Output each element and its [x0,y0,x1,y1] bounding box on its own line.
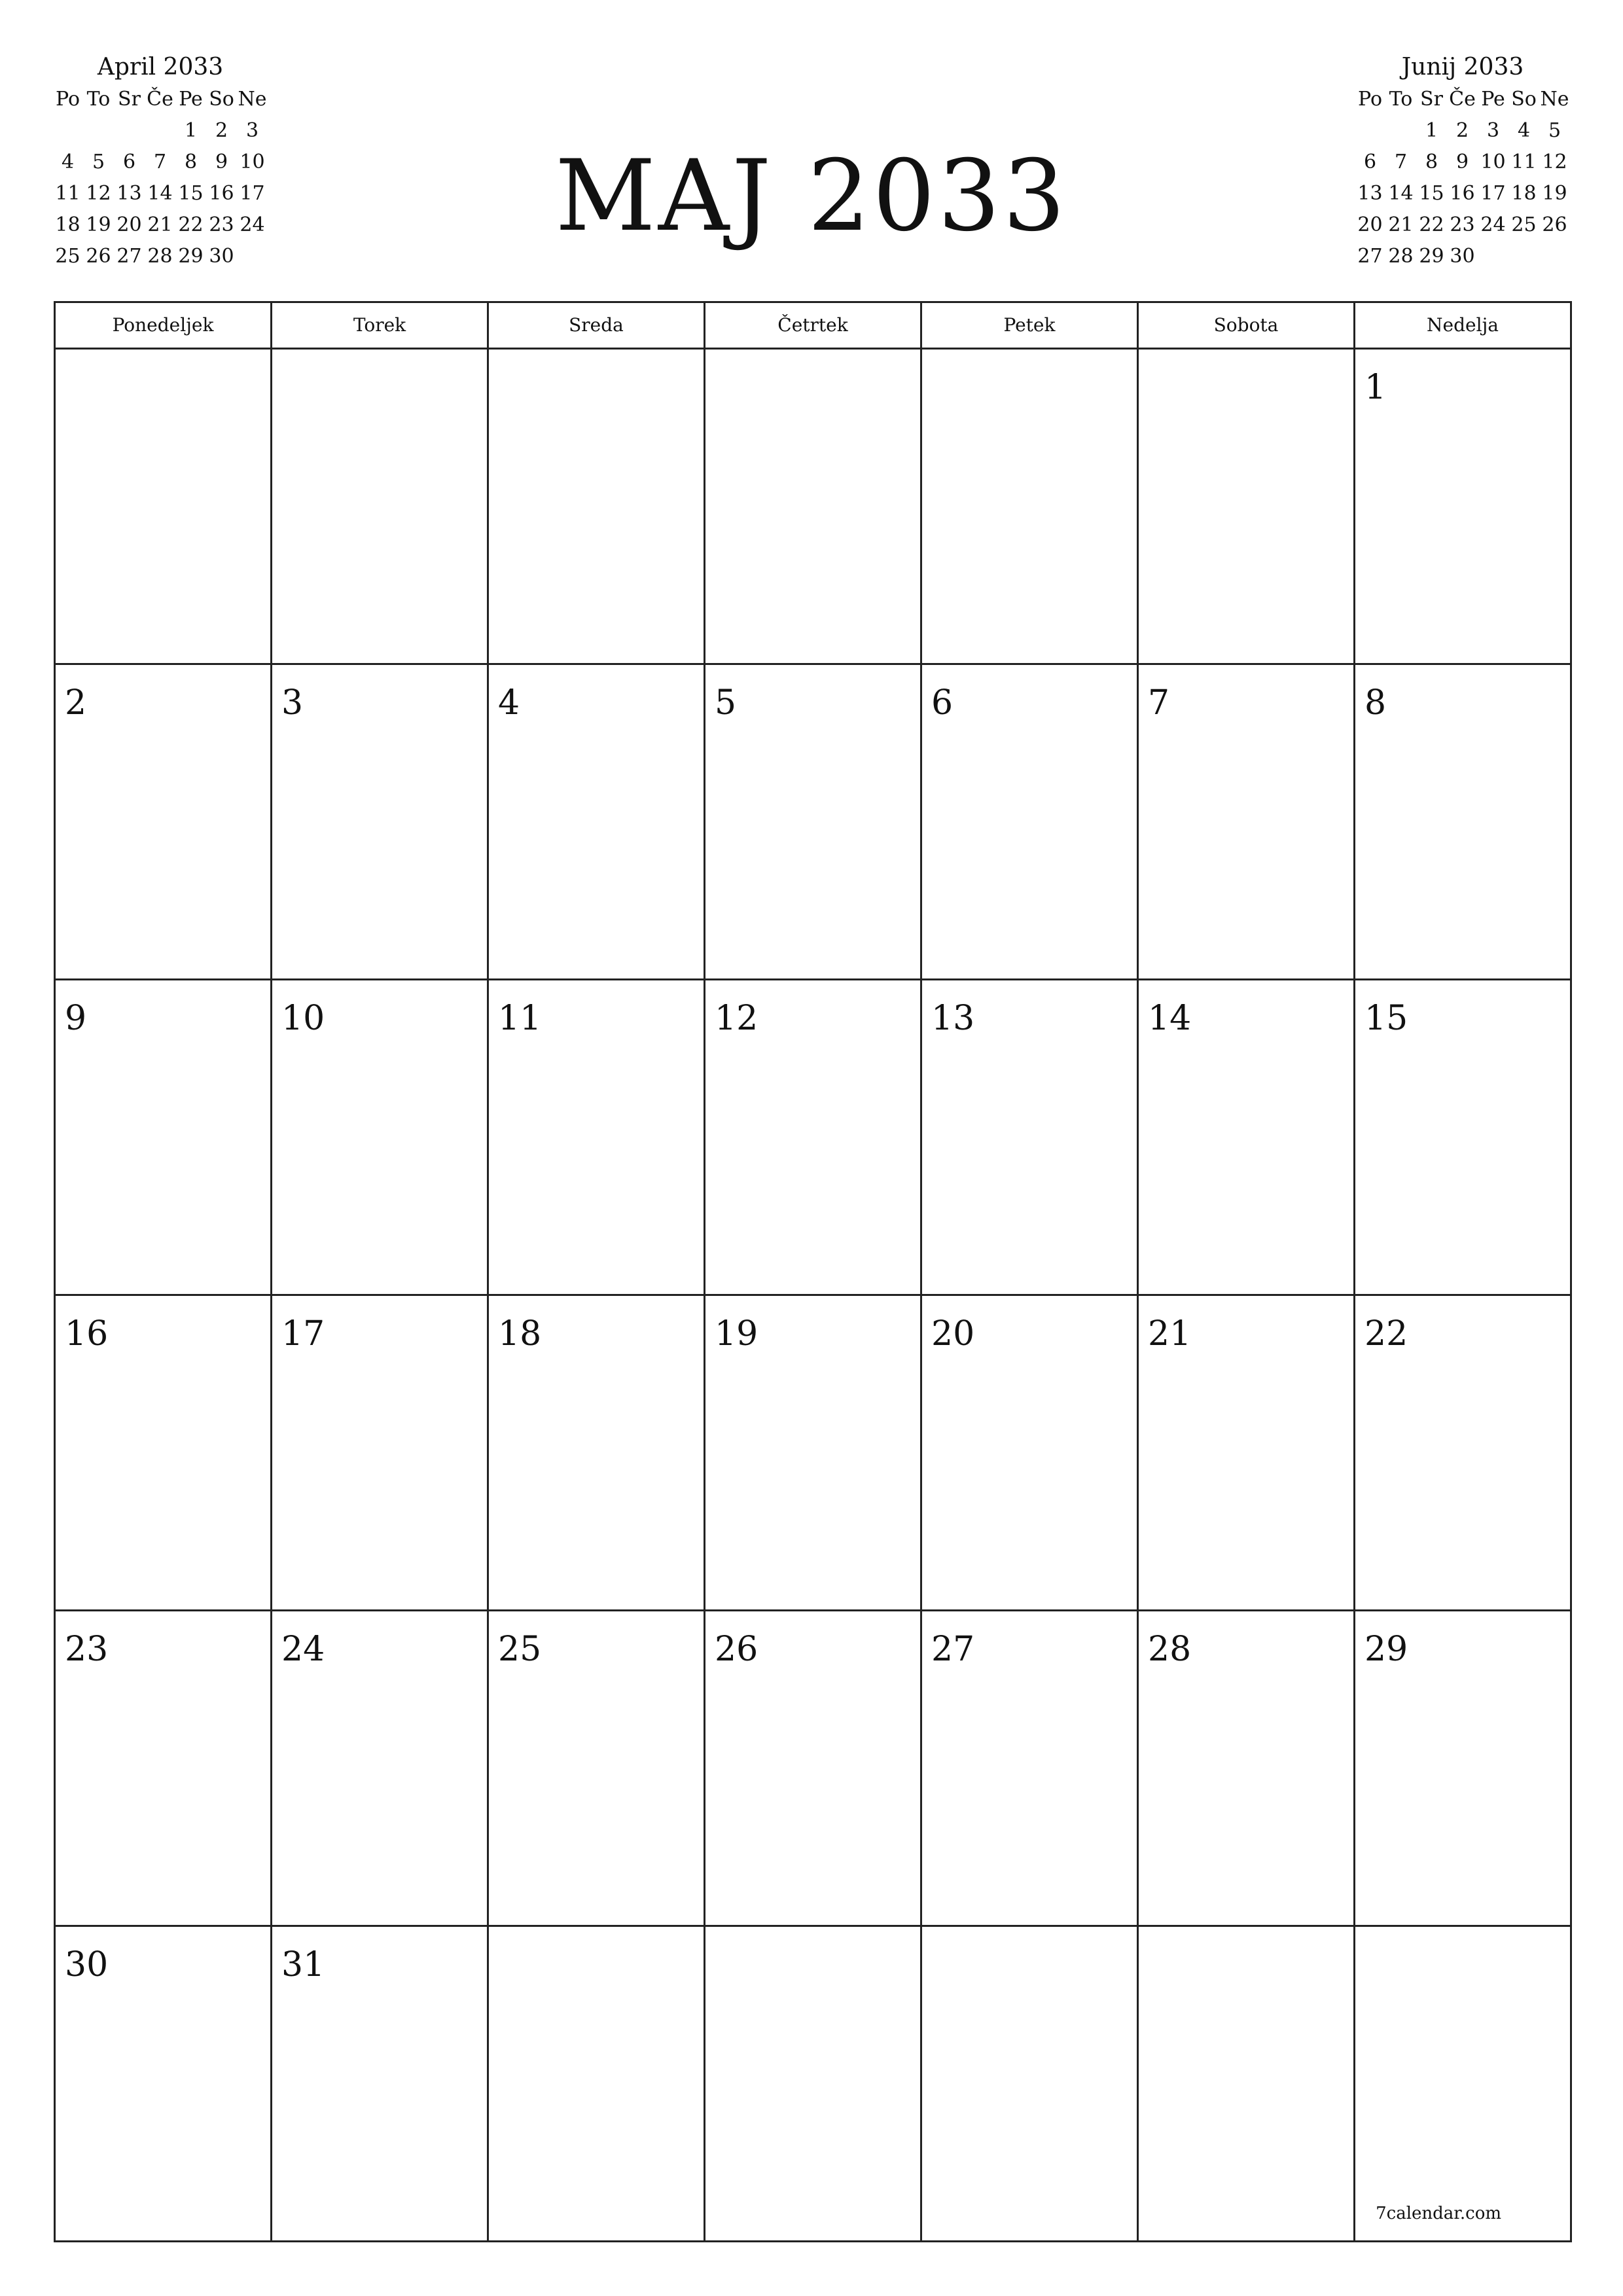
mini-day: 26 [1542,213,1567,236]
day-cell [1139,1611,1355,1927]
day-cell [1355,1927,1572,2242]
day-number: 10 [281,999,325,1038]
mini-weekday-label: Ne [1540,88,1569,111]
watermark: 7calendar.com [1376,2204,1501,2223]
month-grid [54,301,1572,2242]
day-number: 4 [498,683,520,723]
mini-day: 22 [1419,213,1444,236]
mini-day: 24 [240,213,265,236]
day-number: 17 [281,1314,325,1354]
day-cell [1355,980,1572,1296]
mini-empty-day [114,115,145,147]
mini-day: 30 [209,245,234,268]
mini-calendar-title: Junij 2033 [1401,54,1524,81]
day-cell [272,1611,489,1927]
day-cell [272,1927,489,2242]
mini-day: 19 [1542,182,1567,205]
day-number: 5 [715,683,737,723]
day-number: 24 [281,1630,325,1669]
day-number: 1 [1364,368,1387,407]
mini-day: 7 [153,151,167,173]
day-number: 26 [715,1630,758,1669]
mini-day: 11 [1511,151,1537,173]
mini-day: 21 [1388,213,1414,236]
mini-day: 19 [86,213,111,236]
mini-day: 15 [1419,182,1444,205]
day-cell [1139,350,1355,665]
day-number: 18 [498,1314,542,1354]
day-cell [56,1296,272,1611]
day-cell [1355,1611,1572,1927]
mini-day: 23 [1450,213,1475,236]
day-number: 14 [1148,999,1192,1038]
day-number: 13 [931,999,975,1038]
day-number: 25 [498,1630,542,1669]
mini-day: 12 [86,182,111,205]
mini-day: 1 [1425,119,1438,142]
mini-day: 27 [116,245,142,268]
day-cell [489,350,705,665]
mini-day: 18 [55,213,80,236]
mini-day: 29 [178,245,204,268]
weekday-header: Nedelja [1355,303,1572,350]
mini-day: 13 [116,182,142,205]
day-cell [272,980,489,1296]
day-number: 19 [715,1314,758,1354]
day-cell [272,1296,489,1611]
day-cell [489,1296,705,1611]
day-number: 30 [65,1945,109,1984]
mini-day: 24 [1480,213,1506,236]
day-number: 23 [65,1630,109,1669]
mini-day: 4 [1517,119,1531,142]
day-number: 6 [931,683,954,723]
mini-day: 10 [240,151,265,173]
mini-day: 12 [1542,151,1567,173]
day-number: 8 [1364,683,1387,723]
mini-day: 27 [1357,245,1383,268]
day-cell [922,350,1139,665]
day-cell [1355,350,1572,665]
mini-day: 28 [1388,245,1414,268]
weekday-header: Sreda [489,303,705,350]
mini-weekday-label: Po [55,88,80,111]
mini-weekday-label: Ne [238,88,267,111]
mini-day: 3 [245,119,259,142]
day-number: 2 [65,683,87,723]
page-title: MAJ 2033 [555,139,1068,253]
mini-day: 9 [215,151,228,173]
day-cell [1139,1296,1355,1611]
day-cell [1139,980,1355,1296]
weekday-header: Torek [272,303,489,350]
mini-day: 17 [240,182,265,205]
mini-weekday-label: Sr [1420,88,1443,111]
day-number: 28 [1148,1630,1192,1669]
day-number: 3 [281,683,304,723]
day-cell [922,1611,1139,1927]
day-cell [705,1296,922,1611]
mini-day: 29 [1419,245,1444,268]
mini-day: 6 [1363,151,1377,173]
day-cell [56,1611,272,1927]
mini-weekday-label: Pe [1481,88,1505,111]
mini-day: 7 [1394,151,1408,173]
day-number: 29 [1364,1630,1408,1669]
day-cell [489,1611,705,1927]
day-number: 31 [281,1945,325,1984]
mini-day: 14 [1388,182,1414,205]
day-number: 22 [1364,1314,1408,1354]
mini-day: 15 [178,182,204,205]
mini-day: 4 [61,151,75,173]
mini-day: 2 [215,119,228,142]
day-cell [922,1927,1139,2242]
weekday-header: Petek [922,303,1139,350]
mini-day: 22 [178,213,204,236]
mini-day: 5 [1548,119,1561,142]
day-number: 16 [65,1314,109,1354]
day-cell [272,350,489,665]
day-cell [489,665,705,980]
mini-weekday-label: Če [1449,88,1476,111]
day-cell [56,350,272,665]
day-cell [922,665,1139,980]
weekday-header: Ponedeljek [56,303,272,350]
mini-day: 16 [1450,182,1475,205]
mini-empty-day [1355,115,1385,147]
mini-weekday-label: So [1511,88,1537,111]
mini-day: 13 [1357,182,1383,205]
mini-weekday-label: To [86,88,111,111]
mini-day: 14 [147,182,173,205]
day-number: 21 [1148,1314,1192,1354]
mini-empty-day [52,115,83,147]
mini-day: 5 [92,151,105,173]
mini-day: 20 [116,213,142,236]
day-cell [272,665,489,980]
day-number: 20 [931,1314,975,1354]
mini-calendar-title: April 2033 [97,54,224,81]
mini-day: 3 [1486,119,1500,142]
mini-weekday-label: Po [1357,88,1383,111]
day-cell [1355,665,1572,980]
day-cell [1139,1927,1355,2242]
day-cell [489,980,705,1296]
mini-day: 10 [1480,151,1506,173]
mini-day: 28 [147,245,173,268]
mini-day: 21 [147,213,173,236]
mini-day: 9 [1455,151,1469,173]
mini-empty-day [145,115,175,147]
mini-weekday-label: To [1389,88,1413,111]
day-cell [705,1927,922,2242]
mini-empty-day [83,115,114,147]
day-cell [56,980,272,1296]
day-cell [1139,665,1355,980]
mini-weekday-label: So [209,88,234,111]
day-number: 12 [715,999,758,1038]
mini-weekday-label: Če [147,88,173,111]
mini-day: 16 [209,182,234,205]
mini-day: 11 [55,182,80,205]
mini-day: 2 [1455,119,1469,142]
day-number: 7 [1148,683,1170,723]
mini-day: 20 [1357,213,1383,236]
mini-day: 8 [1425,151,1438,173]
mini-calendar-grid [1355,84,1571,272]
mini-day: 6 [122,151,136,173]
mini-empty-day [1385,115,1416,147]
day-cell [705,980,922,1296]
mini-day: 25 [55,245,80,268]
day-cell [705,1611,922,1927]
mini-day: 1 [184,119,198,142]
mini-day: 8 [184,151,198,173]
mini-day: 25 [1511,213,1537,236]
day-number: 9 [65,999,87,1038]
day-number: 27 [931,1630,975,1669]
weekday-header: Sobota [1139,303,1355,350]
day-cell [705,350,922,665]
mini-weekday-label: Pe [179,88,203,111]
weekday-header: Četrtek [705,303,922,350]
mini-weekday-label: Sr [118,88,141,111]
day-cell [922,1296,1139,1611]
day-number: 15 [1364,999,1408,1038]
mini-calendar-next [1355,51,1571,272]
day-cell [489,1927,705,2242]
day-cell [1355,1296,1572,1611]
day-cell [56,1927,272,2242]
mini-day: 23 [209,213,234,236]
mini-day: 26 [86,245,111,268]
mini-day: 30 [1450,245,1475,268]
mini-day: 18 [1511,182,1537,205]
day-cell [56,665,272,980]
day-number: 11 [498,999,542,1038]
mini-day: 17 [1480,182,1506,205]
day-cell [705,665,922,980]
day-cell [922,980,1139,1296]
